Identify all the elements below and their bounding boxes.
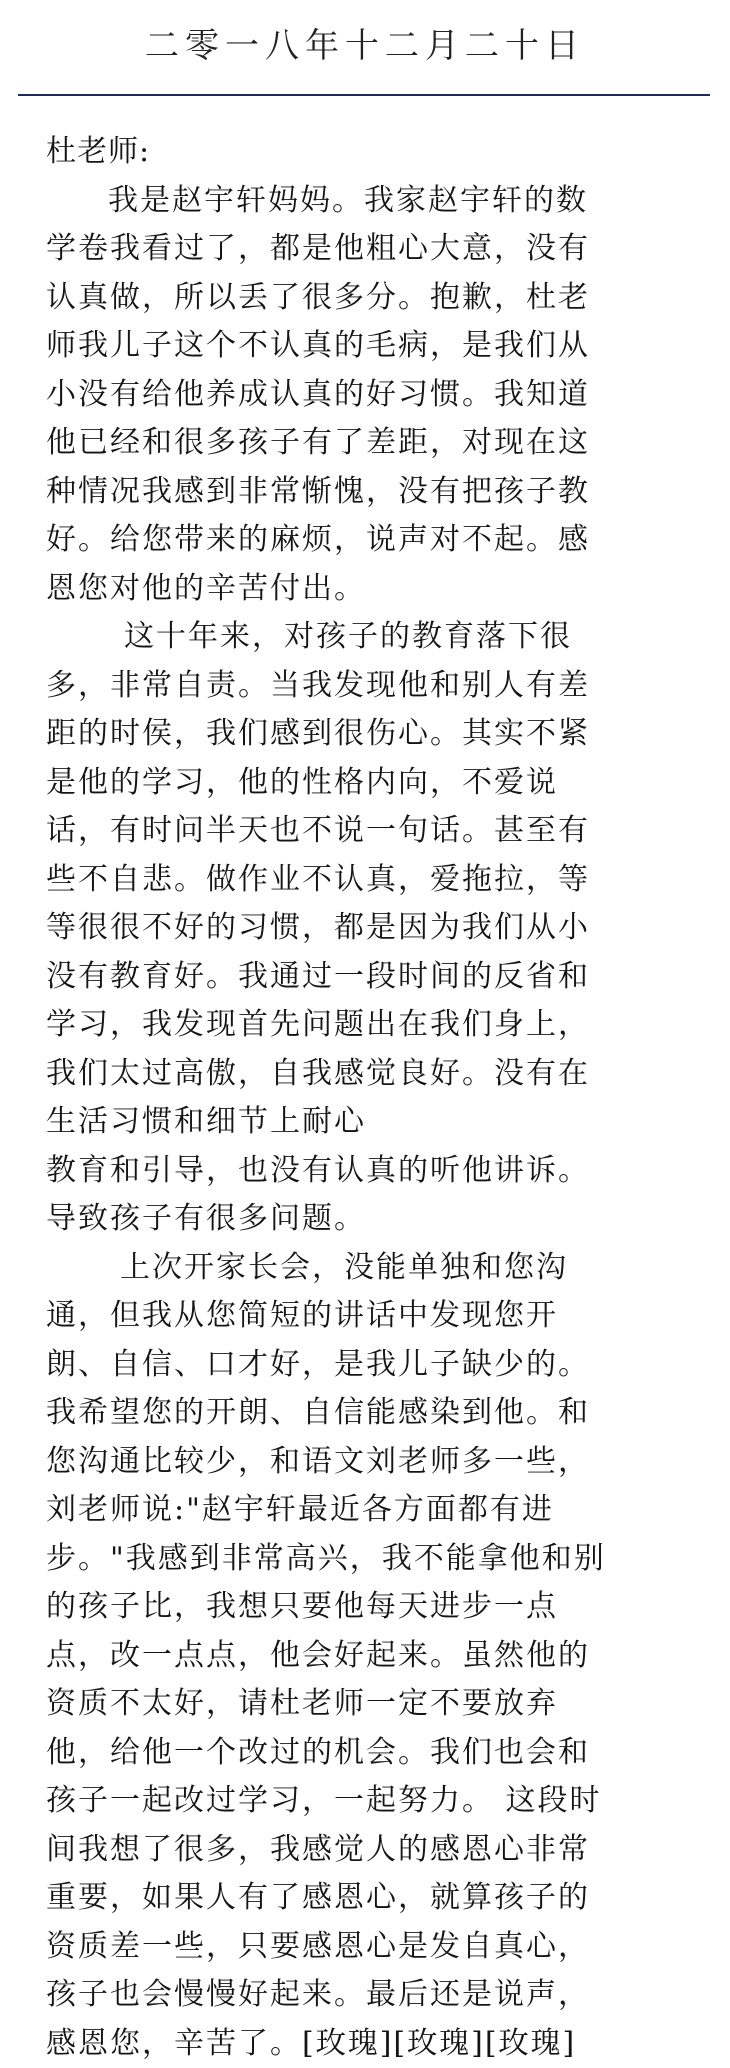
closing-line: 感恩您，辛苦了。[玫瑰][玫瑰][玫瑰] [46,2020,686,2068]
letter-line: 学习，我发现首先问题出在我们身上， [46,1001,686,1050]
letter-line: 多，非常自责。当我发现他和别人有差 [46,662,686,711]
header-divider [18,94,710,96]
letter-line: 这十年来，对孩子的教育落下很 [46,613,686,662]
letter-line: 孩子一起改过学习，一起努力。 这段时 [46,1777,686,1826]
letter-line: 等很很不好的习惯，都是因为我们从小 [46,904,686,953]
letter-line: 恩您对他的辛苦付出。 [46,565,686,614]
letter-line: 生活习惯和细节上耐心 [46,1098,686,1147]
letter-line: 刘老师说:"赵宇轩最近各方面都有进 [46,1486,686,1535]
letter-line: 小没有给他养成认真的好习惯。我知道 [46,371,686,420]
letter-line: 话，有时问半天也不说一句话。甚至有 [46,807,686,856]
letter-line: 通，但我从您简短的讲话中发现您开 [46,1292,686,1341]
letter-line: 师我儿子这个不认真的毛病，是我们从 [46,322,686,371]
letter-line: 孩子也会慢慢好起来。最后还是说声， [46,1971,686,2020]
letter-body [46,128,686,2068]
letter-line: 是他的学习，他的性格内向，不爱说 [46,759,686,808]
letter-line: 他已经和很多孩子有了差距，对现在这 [46,419,686,468]
letter-line: 种情况我感到非常惭愧，没有把孩子教 [46,468,686,517]
letter-line: 我希望您的开朗、自信能感染到他。和 [46,1389,686,1438]
letter-line: 距的时侯，我们感到很伤心。其实不紧 [46,710,686,759]
letter-line: 些不自悲。做作业不认真，爱拖拉，等 [46,856,686,905]
letter-line: 导致孩子有很多问题。 [46,1195,686,1244]
letter-line: 我是赵宇轩妈妈。我家赵宇轩的数 [46,177,686,226]
letter-line: 上次开家长会，没能单独和您沟 [46,1244,686,1293]
letter-line: 点，改一点点，他会好起来。虽然他的 [46,1632,686,1681]
letter-line: 好。给您带来的麻烦，说声对不起。感 [46,516,686,565]
letter-line: 我们太过高傲，自我感觉良好。没有在 [46,1050,686,1099]
salutation: 杜老师: [46,128,686,177]
letter-line: 间我想了很多，我感觉人的感恩心非常 [46,1826,686,1875]
letter-line: 资质不太好，请杜老师一定不要放弃 [46,1680,686,1729]
letter-line: 朗、自信、口才好，是我儿子缺少的。 [46,1341,686,1390]
letter-line: 教育和引导，也没有认真的听他讲诉。 [46,1147,686,1196]
letter-line: 资质差一些，只要感恩心是发自真心， [46,1923,686,1972]
date-header: 二零一八年十二月二十日 [0,24,730,68]
letter-line: 您沟通比较少，和语文刘老师多一些， [46,1438,686,1487]
letter-line: 认真做，所以丢了很多分。抱歉，杜老 [46,274,686,323]
letter-line: 他，给他一个改过的机会。我们也会和 [46,1729,686,1778]
letter-line: 步。"我感到非常高兴，我不能拿他和别 [46,1535,686,1584]
letter-line: 没有教育好。我通过一段时间的反省和 [46,953,686,1002]
letter-line: 重要，如果人有了感恩心，就算孩子的 [46,1874,686,1923]
letter-line: 的孩子比，我想只要他每天进步一点 [46,1583,686,1632]
letter-line: 学卷我看过了，都是他粗心大意，没有 [46,225,686,274]
